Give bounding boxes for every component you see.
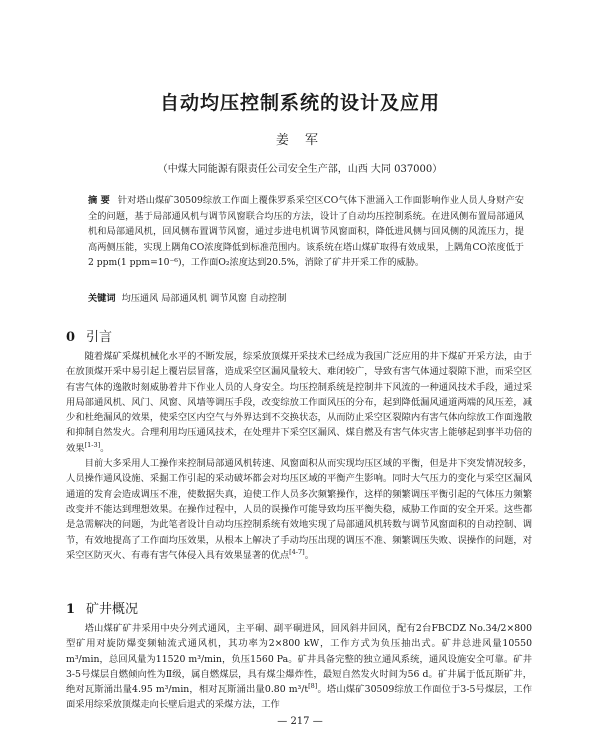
author-name: 姜 军 — [275, 133, 325, 148]
section-title: 矿井概况 — [86, 602, 139, 617]
keywords — [88, 291, 524, 306]
section-title: 引言 — [86, 330, 113, 345]
paper-title: 自动均压控制系统的设计及应用 — [159, 92, 440, 114]
section-number: 1 — [66, 602, 76, 617]
intro-paragraph-2: 目前大多采用人工操作来控制局部通风机转速、风窗面积从而实现均压区域的平衡，但是井下突发情况较多，人员操作通风设施、采掘工作引起的采动破坏都会对均压区域的平衡产生影响。同时大气压力的变化与采空区漏风通道的发育会造成调压不准，使数据失真，迫使工作人员多次频繁操作，这样的频繁调压平衡引起的气体压力频繁改变并不能达到理想效果。在操作过程中，人员的误操作可能导致均压平衡失稳，威胁工作面的安全开采。这些都是急需解决的问题，为此笔者设计自动均压控制系统有效地实现了局部通风机转数与调节风窗面积的自动控制、调节，有效地提高了工作面均压效果，从根本上解决了手动均压出现的调压不准、频繁调压失败、误操作的问题，对采空区防灭火、有毒有害气体侵入具有效果显著的优点[4-7]。 — [66, 458, 532, 561]
keywords-text: 均压通风 局部通风机 调节风窗 自动控制 — [121, 293, 287, 304]
mine-paragraph-1: 塔山煤矿矿井采用中央分列式通风，主平硐、副平硐进风，回风斜井回风，配有2台FBCDZ No.34/2×800型矿用对旋防爆变频轴流式通风机，其功率为2×800 kW，工作方式为负压抽出式。矿井总进风量10550 m³/min，总回风量为11520 m³/min，负压1560 Pa。矿井具备完整的独立通风系统，通风设施安全可靠。矿井3-5号煤层自燃倾向性为Ⅱ级，属自燃煤层，具有煤尘爆炸性，最短自然发火时间为56 d。矿井属于低瓦斯矿井，绝对瓦斯涌出量4.95 m³/min，相对瓦斯涌出量0.80 m³/t[8]。塔山煤矿30509综放工作面位于3-5号煤层，工作面采用综采放顶煤走向长壁后退式的采煤方法，工作 — [66, 623, 532, 711]
citation: [8] — [308, 682, 318, 691]
mine-overview-body — [66, 621, 532, 713]
abstract — [88, 193, 524, 271]
abstract-text: 针对塔山煤矿30509综放工作面上覆侏罗系采空区CO气体下泄涌入工作面影响作业人员人身财产安全的问题，基于局部通风机与调节风窗联合均压的方法，设计了自动均压控制系统。在进风侧布置局部通风机和局部通风机，回风侧布置调节风窗，通过步进电机调节风窗面积，降低进风侧与回风侧的风流压力，提高两侧压能，实现上隅角CO浓度降低到标准范围内。该系统在塔山煤矿取得有效成果，上隅角CO浓度低于2 ppm(1 ppm=10⁻⁶)，工作面O₂浓度达到20.5%，消除了矿井开采工作的威胁。 — [88, 195, 524, 269]
intro-body — [66, 349, 532, 563]
citation: [4-7] — [289, 547, 305, 556]
section-number: 0 — [66, 330, 76, 345]
intro-paragraph-1: 随着煤矿采煤机械化水平的不断发展，综采放顶煤开采技术已经成为我国广泛应用的井下煤矿开采方法，由于在放顶煤开采中易引起上覆岩层冒落，造成采空区漏风量较大、难闭较广，导致有害气体通过裂隙下泄，而采空区有害气体的逸散时刻威胁着井下作业人员的人身安全。均压控制系统是控制井下风流的一种通风技术手段，通过采用局部通风机、风门、风窗、风墙等调压手段，改变综放工作面风压的分布，起到降低漏风通道两端的风压差，减少和杜绝漏风的效果，使采空区内空气与外界达到不交换状态，从而防止采空区裂隙内有害气体向综放工作面逸散和抑制自然发火。合理利用均压通风技术，在处理井下采空区漏风、煤自燃及有害气体灾害上能够起到事半功倍的效果[1-3]。 — [66, 351, 532, 454]
section-heading-intro — [66, 326, 112, 345]
author-affiliation: （中煤大同能源有限责任公司安全生产部，山西 大同 037000） — [157, 164, 443, 175]
keywords-label: 关键词 — [88, 293, 116, 304]
citation: [1-3] — [84, 440, 101, 449]
section-heading-mine-overview — [66, 598, 138, 617]
page-number: — 217 — — [277, 716, 323, 727]
abstract-label: 摘 要 — [88, 195, 110, 206]
